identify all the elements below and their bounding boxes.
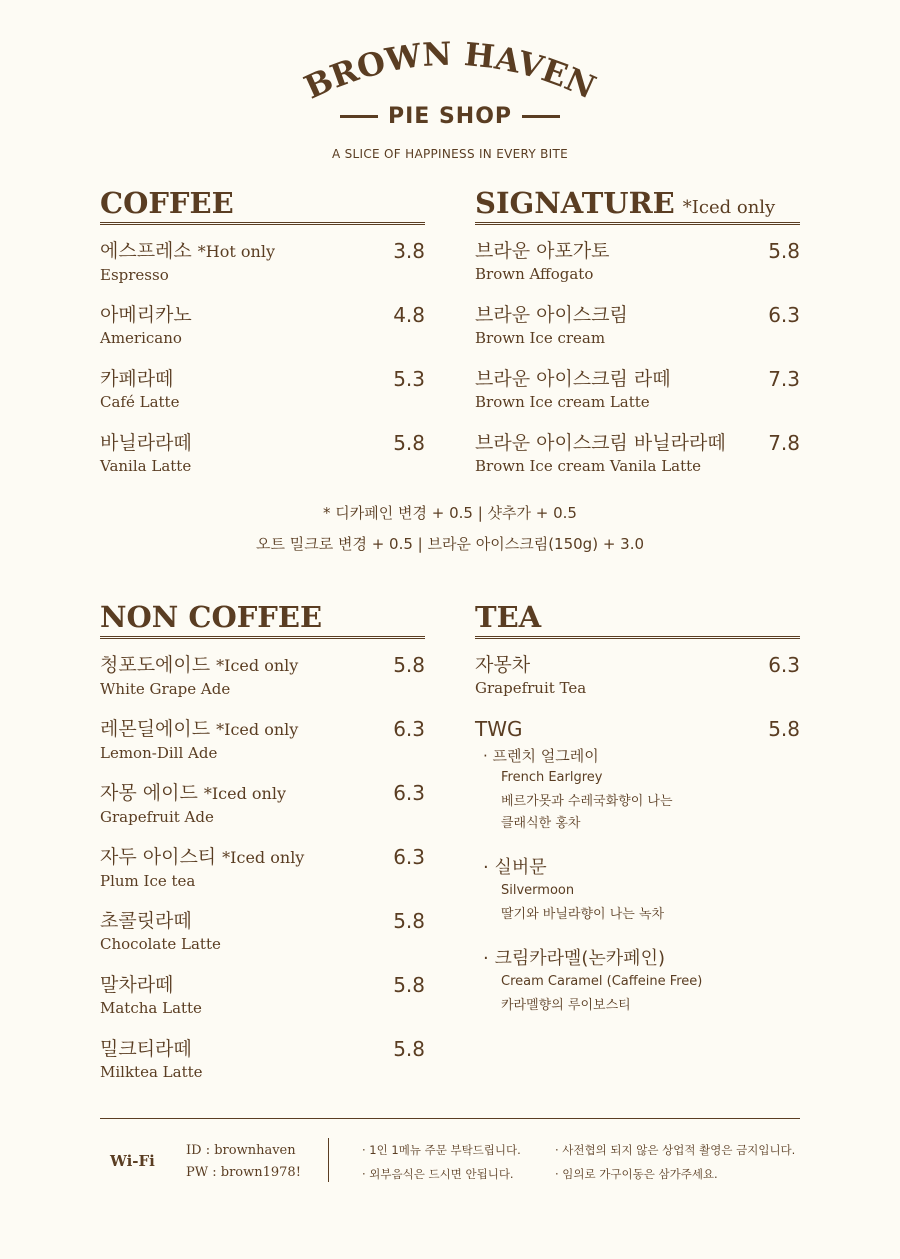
menu-item [100, 239, 425, 303]
twg-variant [475, 745, 800, 835]
menu-item [475, 431, 800, 495]
extras-line-1: * 디카페인 변경 + 0.5 | 샷추가 + 0.5 [323, 504, 577, 522]
item-price: 5.8 [393, 1037, 425, 1061]
item-note: *Iced only [203, 784, 286, 803]
item-price: 6.3 [393, 781, 425, 805]
item-name-en: Matcha Latte [100, 999, 202, 1017]
notice: · 1인 1메뉴 주문 부탁드립니다. [362, 1143, 521, 1157]
coffee-section [100, 186, 425, 495]
item-name-ko: 청포도에이드 *Iced only [100, 654, 299, 676]
section-title: SIGNATURE *Iced only [475, 186, 776, 220]
item-name-en: Milktea Latte [100, 1063, 203, 1081]
variant-name-en: Silvermoon [501, 883, 575, 898]
ornament-right [522, 115, 560, 118]
item-name-ko: 브라운 아포가토 [475, 240, 610, 262]
item-name-ko: 카페라떼 [100, 368, 174, 390]
notice: · 사전협의 되지 않은 상업적 촬영은 금지입니다. [555, 1143, 796, 1157]
menu-item [100, 909, 425, 973]
item-name-ko: 자몽 에이드 *Iced only [100, 782, 286, 804]
item-name-en: Lemon-Dill Ade [100, 744, 218, 762]
item-price: 6.3 [393, 845, 425, 869]
variant-desc: 딸기와 바닐라향이 나는 녹차 [501, 907, 665, 922]
item-name-ko: 아메리카노 [100, 304, 192, 326]
menu-item [100, 1037, 425, 1101]
item-name-ko: 브라운 아이스크림 바닐라라떼 [475, 432, 726, 454]
signature-section [475, 186, 800, 495]
item-price: 6.3 [768, 653, 800, 677]
item-price: 7.8 [768, 431, 800, 455]
notice-col-2 [555, 1138, 795, 1186]
wifi-credentials [186, 1140, 301, 1184]
item-name-en: White Grape Ade [100, 680, 231, 698]
menu-item [100, 367, 425, 431]
footer-rule [100, 1118, 800, 1119]
tagline: A SLICE OF HAPPINESS IN EVERY BITE [332, 147, 568, 161]
menu-item [475, 367, 800, 431]
item-price: 5.8 [768, 717, 800, 741]
item-price: 5.8 [393, 431, 425, 455]
item-name-en: Grapefruit Ade [100, 808, 214, 826]
menu-item [100, 845, 425, 909]
variant-name: · 프렌치 얼그레이 [483, 747, 599, 765]
item-name-ko: 브라운 아이스크림 라떼 [475, 368, 671, 390]
variant-name: · 크림카라멜(논카페인) [483, 948, 665, 969]
menu-item [100, 781, 425, 845]
ornament-left [340, 115, 378, 118]
item-name-en: Plum Ice tea [100, 872, 196, 890]
menu-item [475, 239, 800, 303]
section-title: TEA [475, 600, 542, 634]
twg-variant [475, 853, 800, 926]
item-name-en: Café Latte [100, 393, 180, 411]
svg-text:BROWN HAVEN: BROWN HAVEN [298, 40, 602, 107]
item-name-ko: 에스프레소 *Hot only [100, 240, 275, 262]
variant-desc: 카라멜향의 루이보스티 [501, 998, 631, 1013]
item-name: TWG [475, 717, 523, 741]
brand-name-arc [290, 40, 610, 110]
item-name-ko: 브라운 아이스크림 [475, 304, 628, 326]
item-price: 5.3 [393, 367, 425, 391]
item-name-ko: 레몬딜에이드 *Iced only [100, 718, 299, 740]
item-name-en: Brown Ice cream Latte [475, 393, 650, 411]
item-name-en: Grapefruit Tea [475, 679, 587, 697]
variant-name-en: French Earlgrey [501, 770, 603, 785]
notice-col-1 [362, 1138, 521, 1186]
item-name-en: Brown Ice cream Vanila Latte [475, 457, 702, 475]
item-price: 5.8 [393, 973, 425, 997]
variant-name: · 실버문 [483, 857, 547, 878]
item-name-ko: 말차라떼 [100, 974, 174, 996]
brand-sub: PIE SHOP [0, 104, 900, 129]
item-price: 5.8 [393, 909, 425, 933]
menu-item [475, 653, 800, 717]
section-title: COFFEE [100, 186, 234, 220]
item-name-ko: 자몽차 [475, 654, 531, 676]
wifi-label: Wi-Fi [110, 1152, 155, 1170]
variant-desc: 베르가못과 수레국화향이 나는 클래식한 홍차 [501, 794, 673, 831]
item-price: 6.3 [768, 303, 800, 327]
section-title: NON COFFEE [100, 600, 323, 634]
wifi-id: ID : brownhaven [186, 1143, 296, 1158]
item-name-ko: 초콜릿라떼 [100, 910, 192, 932]
item-price: 5.8 [393, 653, 425, 677]
wifi-pw: PW : brown1978! [186, 1165, 301, 1180]
extras-line-2: 오트 밀크로 변경 + 0.5 | 브라운 아이스크림(150g) + 3.0 [255, 535, 645, 553]
item-name-en: Brown Affogato [475, 265, 594, 283]
item-name-ko: 자두 아이스티 *Iced only [100, 846, 305, 868]
item-name-ko: 바닐라라떼 [100, 432, 192, 454]
notice: · 외부음식은 드시면 안됩니다. [362, 1167, 514, 1181]
item-name-en: Chocolate Latte [100, 935, 221, 953]
brand-logo [0, 40, 900, 161]
item-price: 5.8 [768, 239, 800, 263]
variant-name-en: Cream Caramel (Caffeine Free) [501, 974, 703, 989]
item-name-en: Americano [100, 329, 182, 347]
menu-item [100, 973, 425, 1037]
item-price: 6.3 [393, 717, 425, 741]
noncoffee-section [100, 600, 425, 1101]
notice: · 임의로 가구이동은 삼가주세요. [555, 1167, 718, 1181]
item-name-en: Vanila Latte [100, 457, 192, 475]
item-name-en: Espresso [100, 266, 169, 284]
twg-variant [475, 944, 800, 1017]
item-name-en: Brown Ice cream [475, 329, 606, 347]
menu-item [100, 303, 425, 367]
item-name-ko: 밀크티라떼 [100, 1038, 192, 1060]
menu-item [475, 303, 800, 367]
footer-divider [328, 1138, 329, 1182]
menu-item [100, 431, 425, 495]
tea-section [475, 600, 800, 1017]
menu-item-twg [475, 717, 800, 1017]
item-note: *Iced only [216, 720, 299, 739]
item-note: *Iced only [222, 848, 305, 867]
menu-item [100, 717, 425, 781]
item-price: 3.8 [393, 239, 425, 263]
item-note: *Iced only [216, 656, 299, 675]
item-note: *Hot only [197, 242, 275, 261]
footer [100, 1138, 800, 1188]
item-price: 7.3 [768, 367, 800, 391]
menu-item [100, 653, 425, 717]
item-price: 4.8 [393, 303, 425, 327]
